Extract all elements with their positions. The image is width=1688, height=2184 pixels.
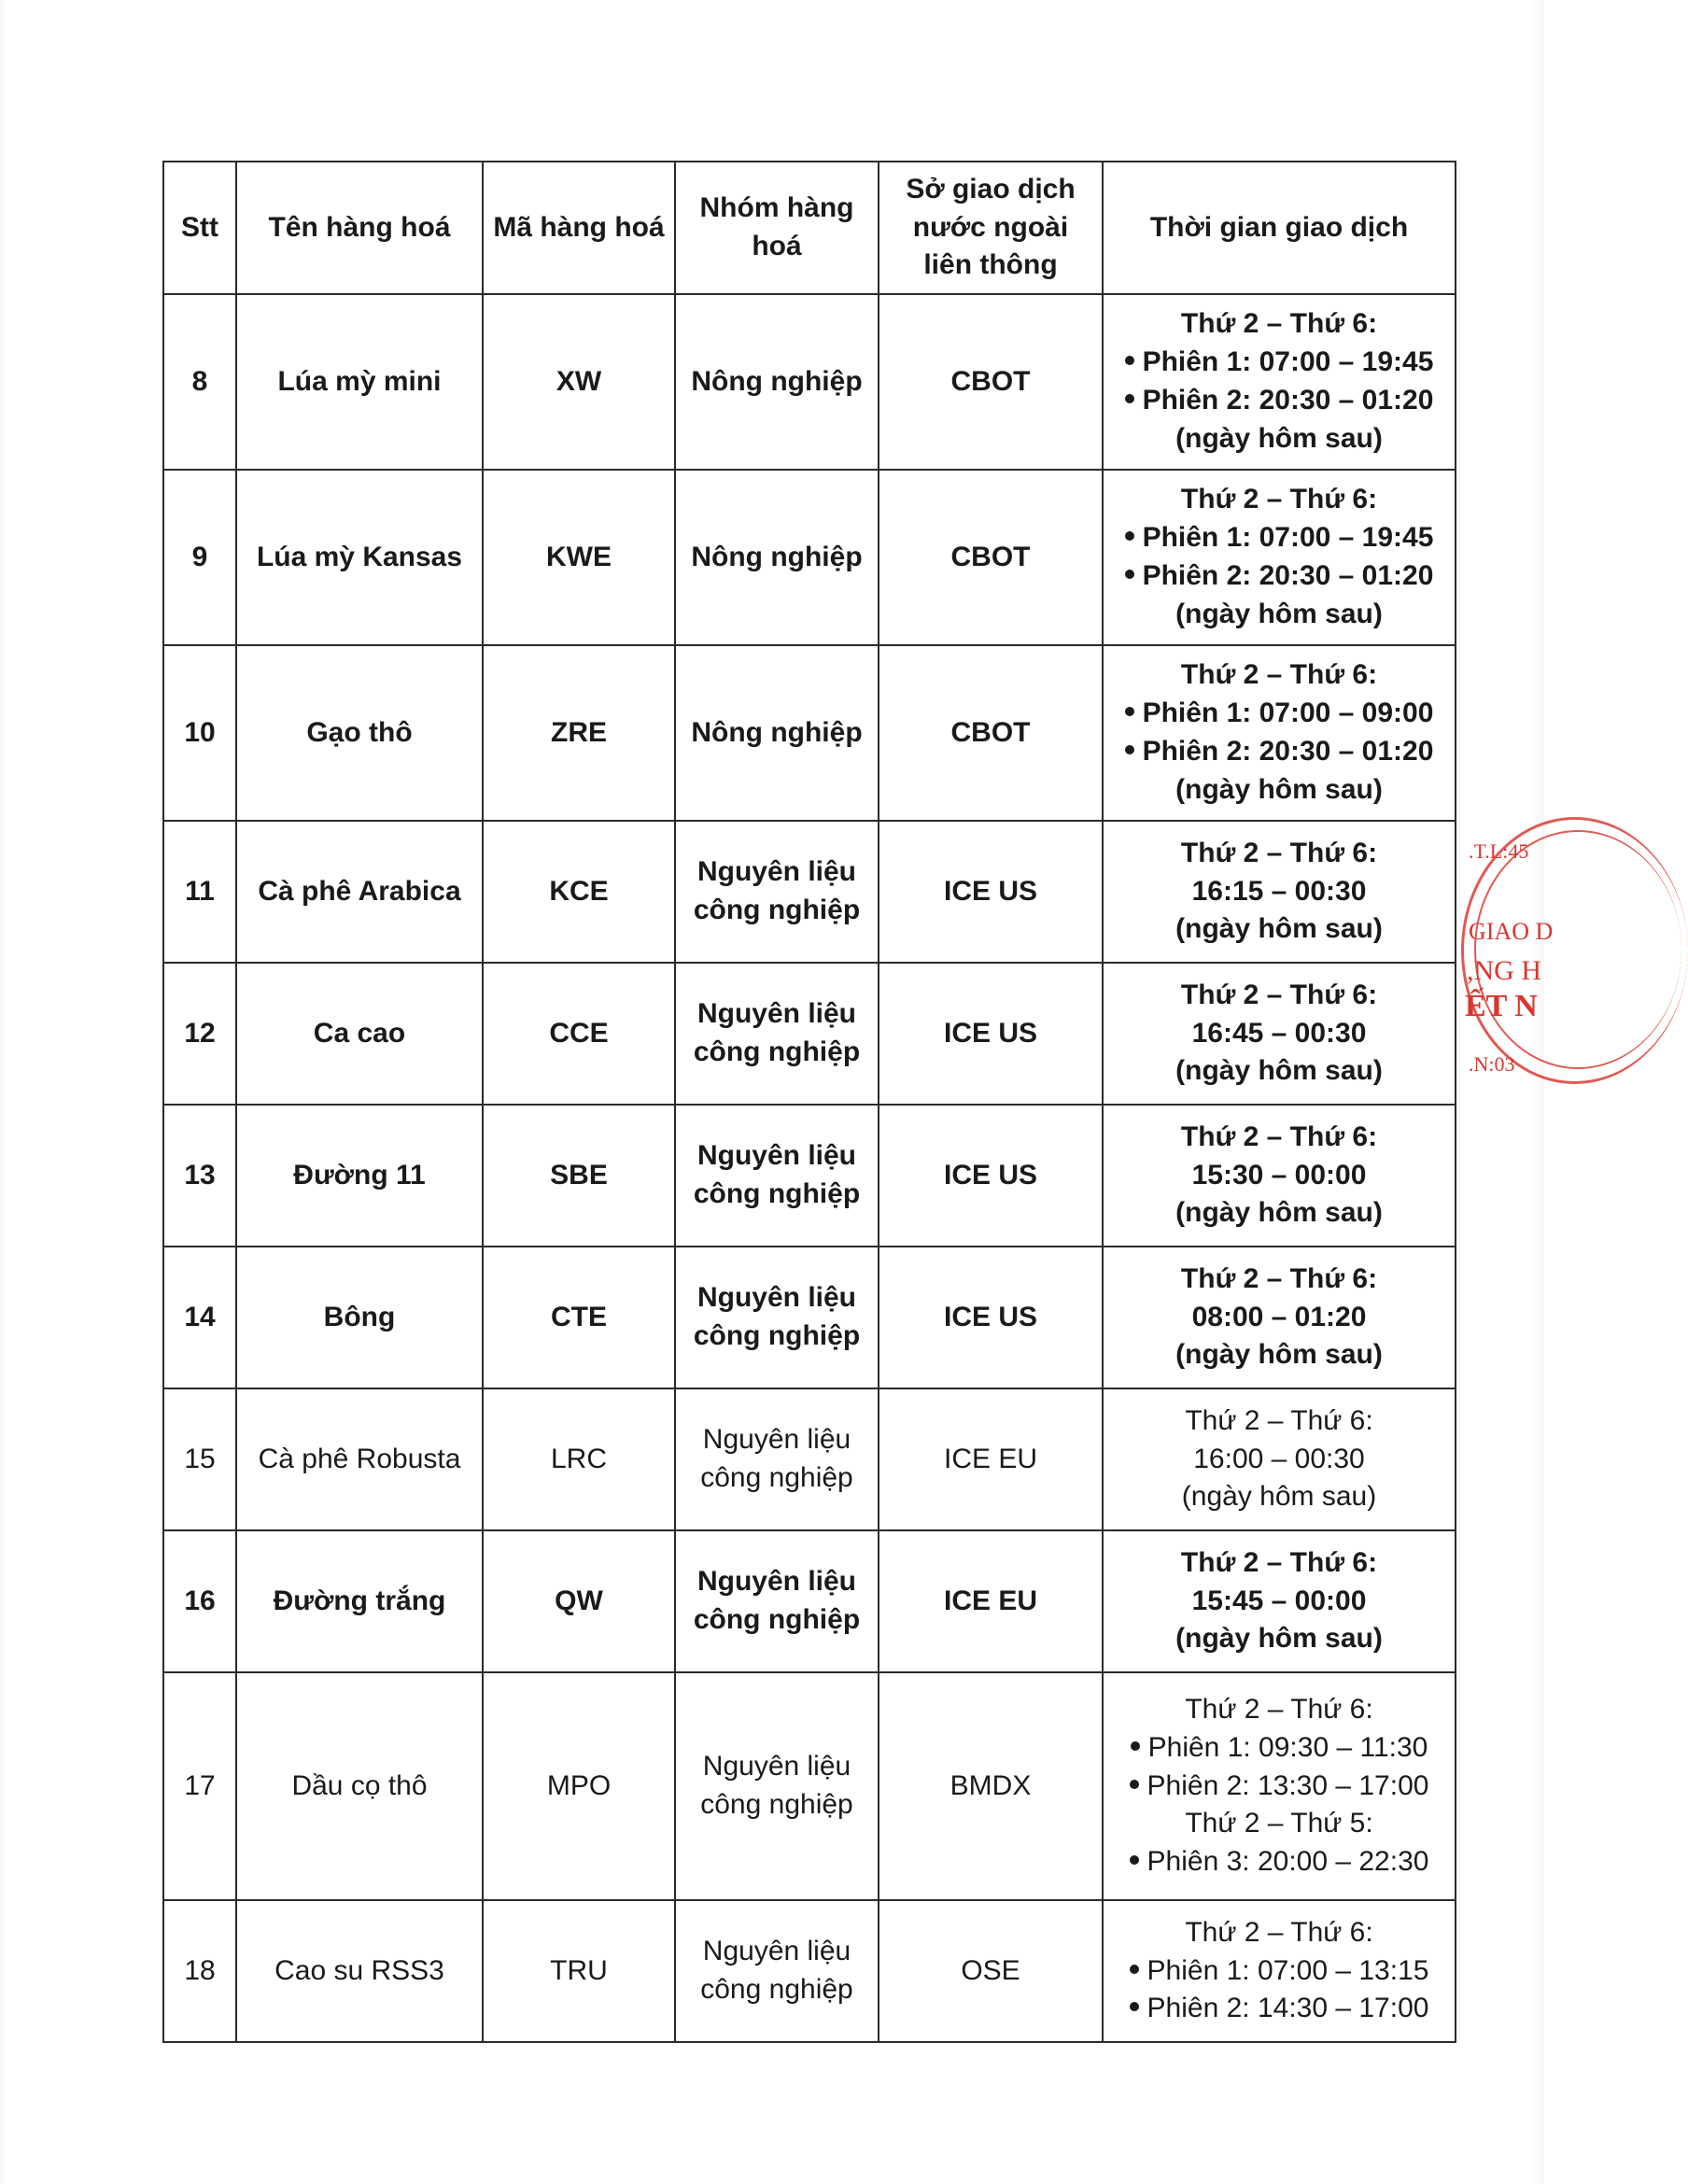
trading-time-text: Thứ 2 – Thứ 6:	[1180, 484, 1378, 515]
row-exchange-cell: ICE US	[879, 963, 1103, 1105]
trading-time-line	[1130, 1952, 1429, 1991]
trading-time-text: Phiên 2: 20:30 – 01:20	[1142, 560, 1434, 591]
row-product-group-cell: Nguyên liệu công nghiệp	[675, 1247, 879, 1388]
trading-time-line	[1181, 1261, 1377, 1299]
row-exchange-cell: ICE EU	[879, 1388, 1103, 1530]
row-exchange-cell: CBOT	[879, 470, 1103, 645]
trading-time-line	[1125, 557, 1434, 596]
table-row	[163, 821, 1456, 963]
row-exchange-cell: CBOT	[879, 645, 1103, 821]
row-stt-cell: 8	[163, 294, 236, 470]
trading-time-text: 16:15 – 00:30	[1191, 875, 1367, 907]
header-exchange: Sở giao dịch nước ngoài liên thông	[879, 162, 1103, 294]
row-product-group-cell: Nguyên liệu công nghiệp	[675, 1530, 879, 1672]
trading-time-text: (ngày hôm sau)	[1175, 773, 1383, 805]
row-exchange-cell: BMDX	[879, 1672, 1103, 1900]
row-trading-time-cell	[1103, 1900, 1456, 2042]
row-product-code-cell: QW	[483, 1530, 675, 1672]
trading-time-line	[1130, 1990, 1429, 2028]
trading-time-text: (ngày hôm sau)	[1175, 598, 1383, 629]
bullet-icon	[1125, 707, 1134, 716]
header-trading-time: Thời gian giao dịch	[1103, 162, 1456, 294]
row-product-group-cell: Nông nghiệp	[675, 294, 879, 470]
row-product-code-cell: ZRE	[483, 645, 675, 821]
trading-time-text: Phiên 1: 09:30 – 11:30	[1147, 1731, 1428, 1763]
trading-time-text: Phiên 2: 20:30 – 01:20	[1142, 385, 1434, 416]
trading-time-line	[1192, 1583, 1367, 1621]
row-product-code-cell: CTE	[483, 1247, 675, 1388]
header-stt: Stt	[163, 162, 236, 294]
row-product-group-cell: Nguyên liệu công nghiệp	[675, 1672, 879, 1900]
row-stt-cell: 18	[163, 1900, 236, 2042]
trading-time-text: Thứ 2 – Thứ 6:	[1185, 1404, 1373, 1436]
row-product-name-cell: Gạo thô	[236, 645, 483, 821]
seal-text: ,NG H	[1467, 955, 1541, 986]
row-trading-time-cell	[1103, 821, 1456, 963]
table-row	[163, 1900, 1456, 2042]
trading-time-text: (ngày hôm sau)	[1175, 1055, 1383, 1087]
row-product-group-cell: Nguyên liệu công nghiệp	[675, 963, 879, 1105]
row-product-code-cell: XW	[483, 294, 675, 470]
trading-time-line	[1175, 910, 1383, 949]
row-product-code-cell: LRC	[483, 1388, 675, 1530]
row-product-group-cell: Nông nghiệp	[675, 645, 879, 821]
row-exchange-cell: CBOT	[879, 294, 1103, 470]
row-trading-time-cell	[1103, 294, 1456, 470]
row-product-name-cell: Cao su RSS3	[236, 1900, 483, 2042]
row-stt-cell: 13	[163, 1105, 236, 1247]
trading-time-text: Thứ 2 – Thứ 6:	[1180, 837, 1378, 868]
row-trading-time-cell	[1103, 1388, 1456, 1530]
trading-time-text: Thứ 2 – Thứ 6:	[1185, 1916, 1373, 1948]
row-product-name-cell: Bông	[236, 1247, 483, 1388]
row-product-code-cell: MPO	[483, 1672, 675, 1900]
row-trading-time-cell	[1103, 963, 1456, 1105]
row-product-name-cell: Đường trắng	[236, 1530, 483, 1672]
row-stt-cell: 17	[163, 1672, 236, 1900]
trading-time-text: Phiên 1: 07:00 – 13:15	[1146, 1954, 1429, 1986]
row-exchange-cell: ICE US	[879, 1105, 1103, 1247]
trading-time-text: 16:45 – 00:30	[1191, 1017, 1367, 1049]
trading-time-line	[1181, 977, 1377, 1015]
trading-time-line	[1130, 1768, 1429, 1806]
table-row	[163, 963, 1456, 1105]
trading-time-text: Thứ 2 – Thứ 6:	[1180, 979, 1378, 1010]
bullet-icon	[1125, 531, 1134, 541]
trading-schedule-table	[162, 161, 1456, 2043]
trading-time-text: Thứ 2 – Thứ 6:	[1180, 1120, 1378, 1152]
trading-time-text: Phiên 2: 14:30 – 17:00	[1146, 1993, 1429, 2024]
seal-text: ẾT N	[1465, 989, 1538, 1023]
seal-text: .N:03	[1469, 1052, 1515, 1076]
row-exchange-cell: ICE EU	[879, 1530, 1103, 1672]
trading-time-line	[1185, 1691, 1372, 1729]
trading-time-line	[1125, 695, 1434, 733]
row-product-name-cell: Ca cao	[236, 963, 483, 1105]
row-product-name-cell: Cà phê Arabica	[236, 821, 483, 963]
bullet-icon	[1125, 356, 1134, 365]
trading-time-line	[1185, 1914, 1372, 1952]
trading-time-line	[1181, 1544, 1377, 1583]
trading-time-line	[1185, 1805, 1372, 1843]
row-stt-cell: 9	[163, 470, 236, 645]
seal-text: GIAO D	[1469, 918, 1554, 945]
trading-time-line	[1181, 305, 1377, 344]
row-stt-cell: 16	[163, 1530, 236, 1672]
row-product-group-cell: Nông nghiệp	[675, 470, 879, 645]
row-product-group-cell: Nguyên liệu công nghiệp	[675, 1900, 879, 2042]
trading-time-line	[1175, 1194, 1383, 1233]
trading-time-text: Phiên 1: 07:00 – 09:00	[1142, 697, 1434, 729]
trading-time-text: (ngày hôm sau)	[1175, 1623, 1383, 1655]
table-row	[163, 1247, 1456, 1388]
trading-time-text: Phiên 2: 20:30 – 01:20	[1142, 736, 1434, 767]
trading-time-text: Phiên 3: 20:00 – 22:30	[1146, 1846, 1429, 1878]
trading-time-text: Thứ 2 – Thứ 5:	[1185, 1808, 1373, 1839]
trading-time-text: Thứ 2 – Thứ 6:	[1180, 659, 1378, 691]
trading-time-text: (ngày hôm sau)	[1175, 422, 1383, 454]
trading-time-line	[1125, 733, 1434, 771]
row-product-name-cell: Lúa mỳ Kansas	[236, 470, 483, 645]
trading-time-text: (ngày hôm sau)	[1175, 1197, 1383, 1229]
row-trading-time-cell	[1103, 1672, 1456, 1900]
row-stt-cell: 15	[163, 1388, 236, 1530]
trading-time-line	[1181, 835, 1377, 873]
trading-time-line	[1192, 1015, 1367, 1053]
trading-time-line	[1182, 1478, 1376, 1516]
row-product-group-cell: Nguyên liệu công nghiệp	[675, 1105, 879, 1247]
trading-time-line	[1175, 420, 1383, 458]
table-row	[163, 1530, 1456, 1672]
trading-time-line	[1175, 596, 1383, 634]
trading-time-line	[1181, 1119, 1377, 1157]
table-row	[163, 1388, 1456, 1530]
trading-time-line	[1131, 1729, 1428, 1768]
trading-time-text: 15:30 – 00:00	[1191, 1159, 1367, 1191]
trading-time-text: Phiên 2: 13:30 – 17:00	[1146, 1769, 1429, 1801]
bullet-icon	[1125, 570, 1134, 579]
trading-time-text: (ngày hôm sau)	[1175, 1339, 1383, 1371]
header-product-code: Mã hàng hoá	[483, 162, 675, 294]
trading-time-text: Thứ 2 – Thứ 6:	[1180, 308, 1378, 340]
row-product-name-cell: Dầu cọ thô	[236, 1672, 483, 1900]
row-trading-time-cell	[1103, 1247, 1456, 1388]
trading-time-line	[1130, 1843, 1429, 1881]
row-exchange-cell: ICE US	[879, 1247, 1103, 1388]
bullet-icon	[1130, 1965, 1139, 1974]
table-row	[163, 645, 1456, 821]
trading-time-line	[1175, 771, 1383, 810]
trading-time-text: Thứ 2 – Thứ 6:	[1180, 1262, 1378, 1294]
row-exchange-cell: ICE US	[879, 821, 1103, 963]
trading-time-line	[1181, 481, 1377, 519]
table-row	[163, 470, 1456, 645]
row-product-code-cell: KCE	[483, 821, 675, 963]
trading-time-text: Phiên 1: 07:00 – 19:45	[1142, 522, 1434, 554]
table-header-row	[163, 162, 1456, 294]
trading-time-line	[1175, 1620, 1383, 1658]
table-row	[163, 1105, 1456, 1247]
row-product-group-cell: Nguyên liệu công nghiệp	[675, 1388, 879, 1530]
trading-time-line	[1192, 1299, 1367, 1337]
bullet-icon	[1131, 1741, 1140, 1751]
trading-time-line	[1192, 1157, 1367, 1195]
bullet-icon	[1130, 2002, 1139, 2011]
trading-time-line	[1193, 1441, 1365, 1479]
row-stt-cell: 11	[163, 821, 236, 963]
row-product-code-cell: SBE	[483, 1105, 675, 1247]
seal-text: .T.L:45	[1469, 839, 1529, 863]
table-body	[163, 294, 1456, 2042]
row-stt-cell: 12	[163, 963, 236, 1105]
row-product-group-cell: Nguyên liệu công nghiệp	[675, 821, 879, 963]
row-trading-time-cell	[1103, 470, 1456, 645]
official-seal	[1461, 817, 1554, 1078]
row-trading-time-cell	[1103, 1105, 1456, 1247]
bullet-icon	[1130, 1855, 1139, 1865]
trading-time-text: 15:45 – 00:00	[1191, 1585, 1367, 1616]
trading-time-text: 16:00 – 00:30	[1193, 1443, 1365, 1474]
trading-time-text: (ngày hôm sau)	[1175, 913, 1383, 945]
row-product-code-cell: KWE	[483, 470, 675, 645]
trading-time-line	[1175, 1052, 1383, 1091]
bullet-icon	[1125, 745, 1134, 754]
row-trading-time-cell	[1103, 645, 1456, 821]
header-product-name: Tên hàng hoá	[236, 162, 483, 294]
trading-time-line	[1181, 656, 1377, 695]
row-stt-cell: 14	[163, 1247, 236, 1388]
trading-time-text: Phiên 1: 07:00 – 19:45	[1142, 346, 1434, 378]
header-product-group: Nhóm hàng hoá	[675, 162, 879, 294]
row-product-code-cell: TRU	[483, 1900, 675, 2042]
bullet-icon	[1125, 394, 1134, 403]
row-trading-time-cell	[1103, 1530, 1456, 1672]
row-stt-cell: 10	[163, 645, 236, 821]
trading-time-text: (ngày hôm sau)	[1181, 1481, 1377, 1513]
row-product-code-cell: CCE	[483, 963, 675, 1105]
trading-time-line	[1125, 344, 1434, 382]
table-row	[163, 1672, 1456, 1900]
trading-time-line	[1192, 873, 1367, 911]
trading-time-line	[1125, 382, 1434, 420]
row-product-name-cell: Đường 11	[236, 1105, 483, 1247]
table-row	[163, 294, 1456, 470]
trading-time-line	[1175, 1336, 1383, 1374]
bullet-icon	[1130, 1780, 1139, 1789]
trading-time-line	[1125, 519, 1434, 557]
row-product-name-cell: Lúa mỳ mini	[236, 294, 483, 470]
trading-time-text: Thứ 2 – Thứ 6:	[1180, 1546, 1378, 1578]
trading-time-text: Thứ 2 – Thứ 6:	[1185, 1694, 1373, 1725]
row-product-name-cell: Cà phê Robusta	[236, 1388, 483, 1530]
row-exchange-cell: OSE	[879, 1900, 1103, 2042]
trading-time-text: 08:00 – 01:20	[1191, 1301, 1367, 1332]
trading-time-line	[1185, 1402, 1372, 1441]
